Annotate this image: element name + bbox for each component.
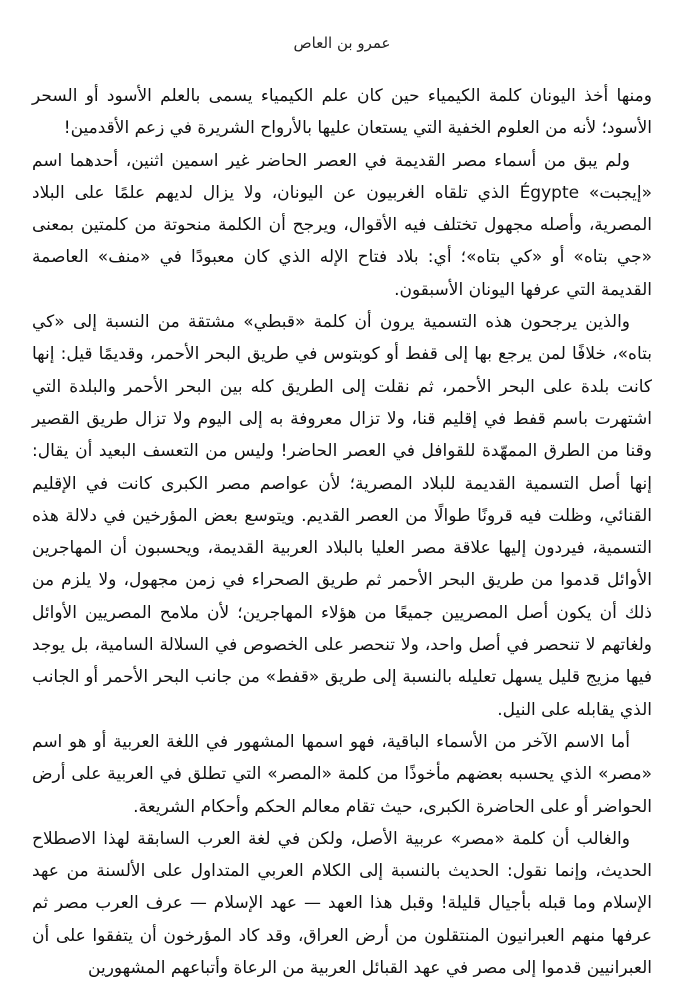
paragraph-2: ولم يبق من أسماء مصر القديمة في العصر الحاضر غير اسمين اثنين، أحدهما اسم «إيجبت» Égypte الذي تلقاه الغربيون عن اليونان، ولا يزال لديهم علمًا على البلاد المصرية، وأصله مجهول تختلف فيه الأقوال، ويرجح أن الكلمة منحوتة من كلمتين بمعنى «جي بتاه» أو «كي بتاه»؛ أي: بلاد فتاح الإله الذي كان معبودًا في «منف» العاصمة القديمة التي عرفها اليونان الأسبقون. — [32, 150, 652, 300]
paragraph-3: والذين يرجحون هذه التسمية يرون أن كلمة «قبطي» مشتقة من النسبة إلى «كي بتاه»، خلافًا لمن يرجع بها إلى قفط أو كوبتوس في طريق البحر الأحمر، وقديمًا قيل: إنها كانت بلدة على البحر الأحمر، ثم نقلت إلى الطريق كله بين البحر الأحمر والبلدة التي اشتهرت باسم قفط في إقليم قنا، ولا تزال معروفة به إلى اليوم ولا تزال طريق القصير وقنا من الطرق الممهّدة للقوافل في العصر الحاضر! وليس من التعسف البعيد أن يقال: إنها أصل التسمية القديمة للبلاد المصرية؛ لأن عواصم مصر الكبرى كانت في الإقليم القنائي، وظلت فيه قرونًا طوالًا من العصر القديم. ويتوسع بعض المؤرخين في دلالة هذه التسمية، فيردون إليها علاقة مصر العليا بالبلاد العربية القديمة، ويحسبون أن المهاجرين الأوائل قدموا من طريق البحر الأحمر ثم طريق الصحراء في زمن مجهول، ولا يلزم من ذلك أن يكون أصل المصريين جميعًا من هؤلاء المهاجرين؛ لأن ملامح المصريين الأوائل ولغاتهم لا تنحصر في أصل واحد، ولا تنحصر على الخصوص في السلالة السامية، بل يوجد فيها مزيج قليل يسهل تعليله بالنسبة إلى طريق «قفط» من جانب البحر الأحمر أو الجانب الذي يقابله على النيل. — [32, 312, 652, 720]
running-header: عمرو بن العاص — [293, 34, 391, 52]
paragraph-5: والغالب أن كلمة «مصر» عربية الأصل، ولكن في لغة العرب السابقة لهذا الاصطلاح الحديث، وإنما نقول: الحديث بالنسبة إلى الكلام العربي المتداول على الألسنة من عهد الإسلام وما قبله بأجيال قليلة! وقبل هذا العهد — عهد الإسلام — عرف العرب مصر ثم عرفها منهم العبرانيون المنتقلون من أرض العراق، وقد كاد المؤرخون أن يتفقوا على أن العبرانيين قدموا إلى مصر في عهد القبائل العربية من الرعاة وأتباعهم المشهورين — [32, 828, 652, 979]
body-text — [32, 80, 652, 984]
paragraph-4: أما الاسم الآخر من الأسماء الباقية، فهو اسمها المشهور في اللغة العربية أو هو اسم «مصر» الذي يحسبه بعضهم مأخوذًا من كلمة «المصر» التي تطلق في العربية على أرض الحواضر أو على الحاضرة الكبرى، حيث تقام معالم الحكم وأحكام الشريعة. — [32, 731, 652, 817]
paragraph-1: ومنها أخذ اليونان كلمة الكيمياء حين كان علم الكيمياء يسمى بالعلم الأسود أو السحر الأسود؛ لأنه من العلوم الخفية التي يستعان عليها بالأرواح الشريرة في زعم الأقدمين! — [32, 86, 652, 139]
